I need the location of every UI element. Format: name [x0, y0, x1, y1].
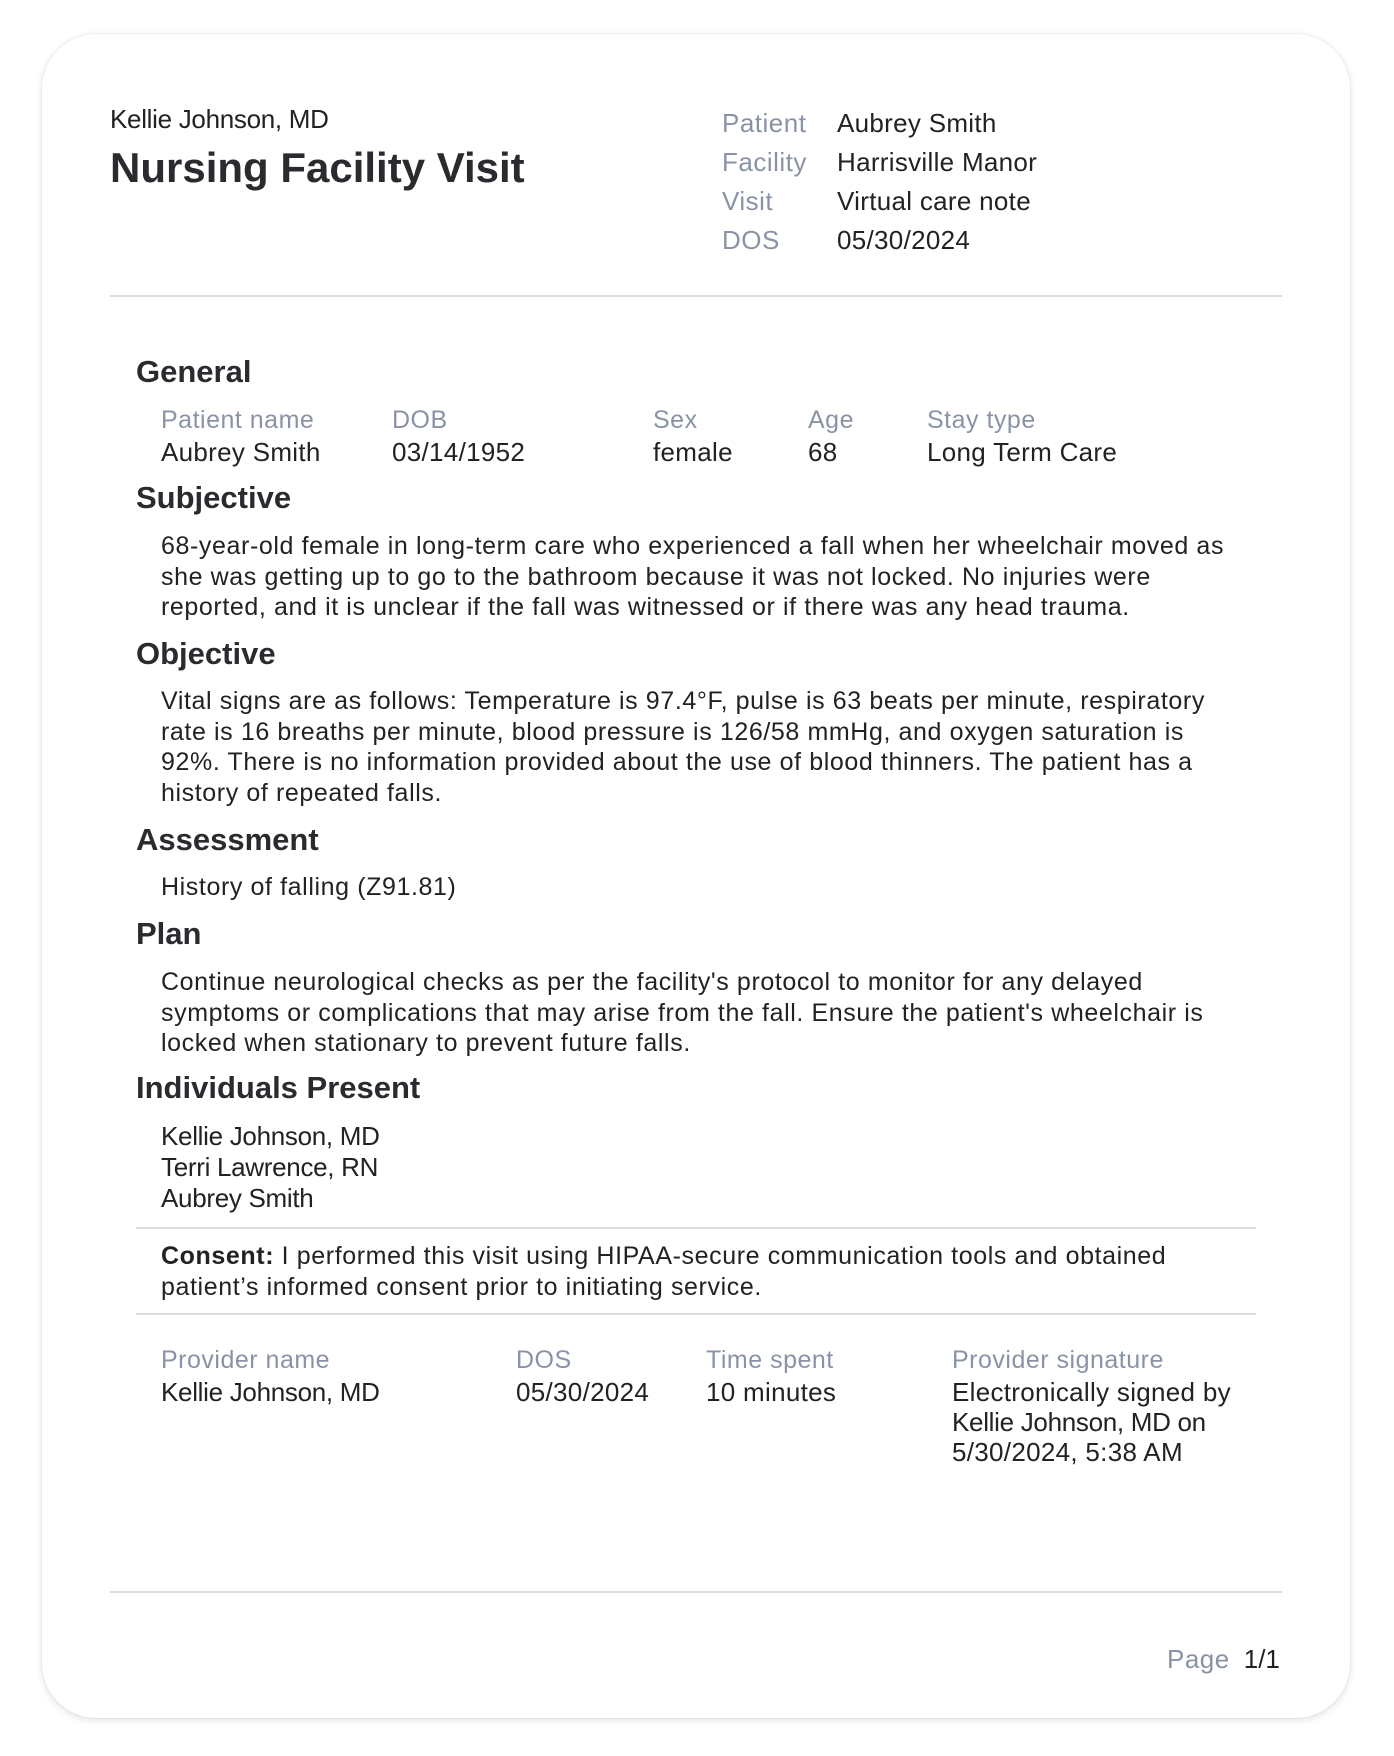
list-item: Terri Lawrence, RN	[161, 1152, 379, 1182]
header-divider	[110, 295, 1282, 297]
page-title: Nursing Facility Visit	[110, 144, 525, 191]
footer-time-spent	[706, 1346, 836, 1408]
field-value: female	[653, 437, 733, 467]
field-sex	[653, 406, 733, 468]
meta-row-visit	[722, 182, 1037, 221]
page-indicator	[1167, 1644, 1280, 1675]
field-patient-name	[161, 406, 321, 468]
paragraph-line: symptoms or complications that may arise from the fall. Ensure the patient's wheelchair is	[161, 998, 1204, 1027]
subjective-text	[161, 531, 1224, 623]
consent-block	[161, 1241, 1166, 1302]
consent-line-2: patient’s informed consent prior to initiating service.	[161, 1272, 762, 1301]
field-label: Patient name	[161, 406, 315, 434]
meta-label: Facility	[722, 147, 807, 177]
meta-value: Aubrey Smith	[837, 108, 997, 138]
paragraph-line: Vital signs are as follows: Temperature is 97.4°F, pulse is 63 beats per minute, respiratory	[161, 687, 1205, 715]
signature-line: Kellie Johnson, MD on	[952, 1407, 1206, 1437]
consent-bottom-divider	[136, 1313, 1256, 1315]
meta-row-facility	[722, 143, 1037, 182]
signature-line: 5/30/2024, 5:38 AM	[952, 1437, 1183, 1467]
section-title-individuals: Individuals Present	[136, 1070, 421, 1105]
assessment-text	[161, 872, 456, 903]
list-item: Kellie Johnson, MD	[161, 1121, 380, 1151]
field-value: 10 minutes	[706, 1377, 837, 1407]
consent-top-divider	[136, 1227, 1256, 1229]
meta-value: Harrisville Manor	[837, 147, 1038, 177]
signature-line: Electronically signed by	[952, 1377, 1231, 1407]
paragraph-line: history of repeated falls.	[161, 778, 443, 807]
field-value: 03/14/1952	[392, 437, 526, 467]
field-label: Sex	[653, 406, 698, 434]
consent-text: I performed this visit using HIPAA-secure communication tools and obtained	[274, 1242, 1167, 1270]
visit-meta-table	[722, 104, 1037, 260]
meta-value: 05/30/2024	[837, 225, 971, 255]
field-label: Age	[808, 406, 854, 434]
field-stay-type	[927, 406, 1117, 468]
section-title-plan: Plan	[136, 916, 202, 951]
field-label: Provider signature	[952, 1346, 1164, 1374]
objective-text	[161, 686, 1205, 808]
field-value: 68	[808, 437, 838, 467]
meta-value: Virtual care note	[837, 186, 1031, 216]
field-dob	[392, 406, 525, 468]
field-label: DOB	[392, 406, 448, 434]
header-provider-name: Kellie Johnson, MD	[110, 104, 329, 134]
note-card	[42, 34, 1350, 1718]
section-title-general: General	[136, 354, 252, 389]
section-title-objective: Objective	[136, 636, 276, 671]
list-item: Aubrey Smith	[161, 1183, 314, 1213]
field-value: Long Term Care	[927, 437, 1118, 467]
section-title-assessment: Assessment	[136, 822, 319, 857]
paragraph-line: she was getting up to go to the bathroom because it was not locked. No injuries were	[161, 562, 1151, 591]
paragraph-line: locked when stationary to prevent future falls.	[161, 1029, 691, 1057]
field-value: Aubrey Smith	[161, 437, 321, 467]
field-value: 05/30/2024	[516, 1377, 650, 1407]
page-number: 1/1	[1243, 1644, 1280, 1674]
plan-text	[161, 967, 1204, 1059]
field-age	[808, 406, 854, 468]
meta-label: Visit	[722, 186, 774, 216]
paragraph-line: reported, and it is unclear if the fall was witnessed or if there was any head trauma.	[161, 593, 1130, 621]
field-label: Provider name	[161, 1346, 331, 1374]
footer-dos	[516, 1346, 649, 1408]
meta-label: Patient	[722, 108, 807, 138]
consent-label: Consent:	[161, 1242, 275, 1270]
paragraph-line: History of falling (Z91.81)	[161, 873, 457, 901]
field-label: DOS	[516, 1346, 572, 1374]
footer-provider-name	[161, 1346, 380, 1408]
paragraph-line: Continue neurological checks as per the facility's protocol to monitor for any delayed	[161, 968, 1143, 996]
field-value: Kellie Johnson, MD	[161, 1377, 380, 1407]
meta-label: DOS	[722, 225, 780, 255]
section-title-subjective: Subjective	[136, 480, 292, 515]
field-label: Stay type	[927, 406, 1036, 434]
meta-row-patient	[722, 104, 1037, 143]
individuals-list	[161, 1121, 380, 1214]
meta-row-dos	[722, 221, 1037, 260]
footer-divider	[110, 1591, 1282, 1593]
paragraph-line: 92%. There is no information provided about the use of blood thinners. The patient has a	[161, 748, 1193, 776]
footer-provider-signature	[952, 1346, 1231, 1467]
field-label: Time spent	[706, 1346, 834, 1374]
consent-line-1	[161, 1241, 1166, 1272]
paragraph-line: rate is 16 breaths per minute, blood pressure is 126/58 mmHg, and oxygen saturation is	[161, 717, 1184, 746]
paragraph-line: 68-year-old female in long-term care who experienced a fall when her wheelchair moved as	[161, 532, 1225, 560]
page-label: Page	[1167, 1644, 1230, 1674]
